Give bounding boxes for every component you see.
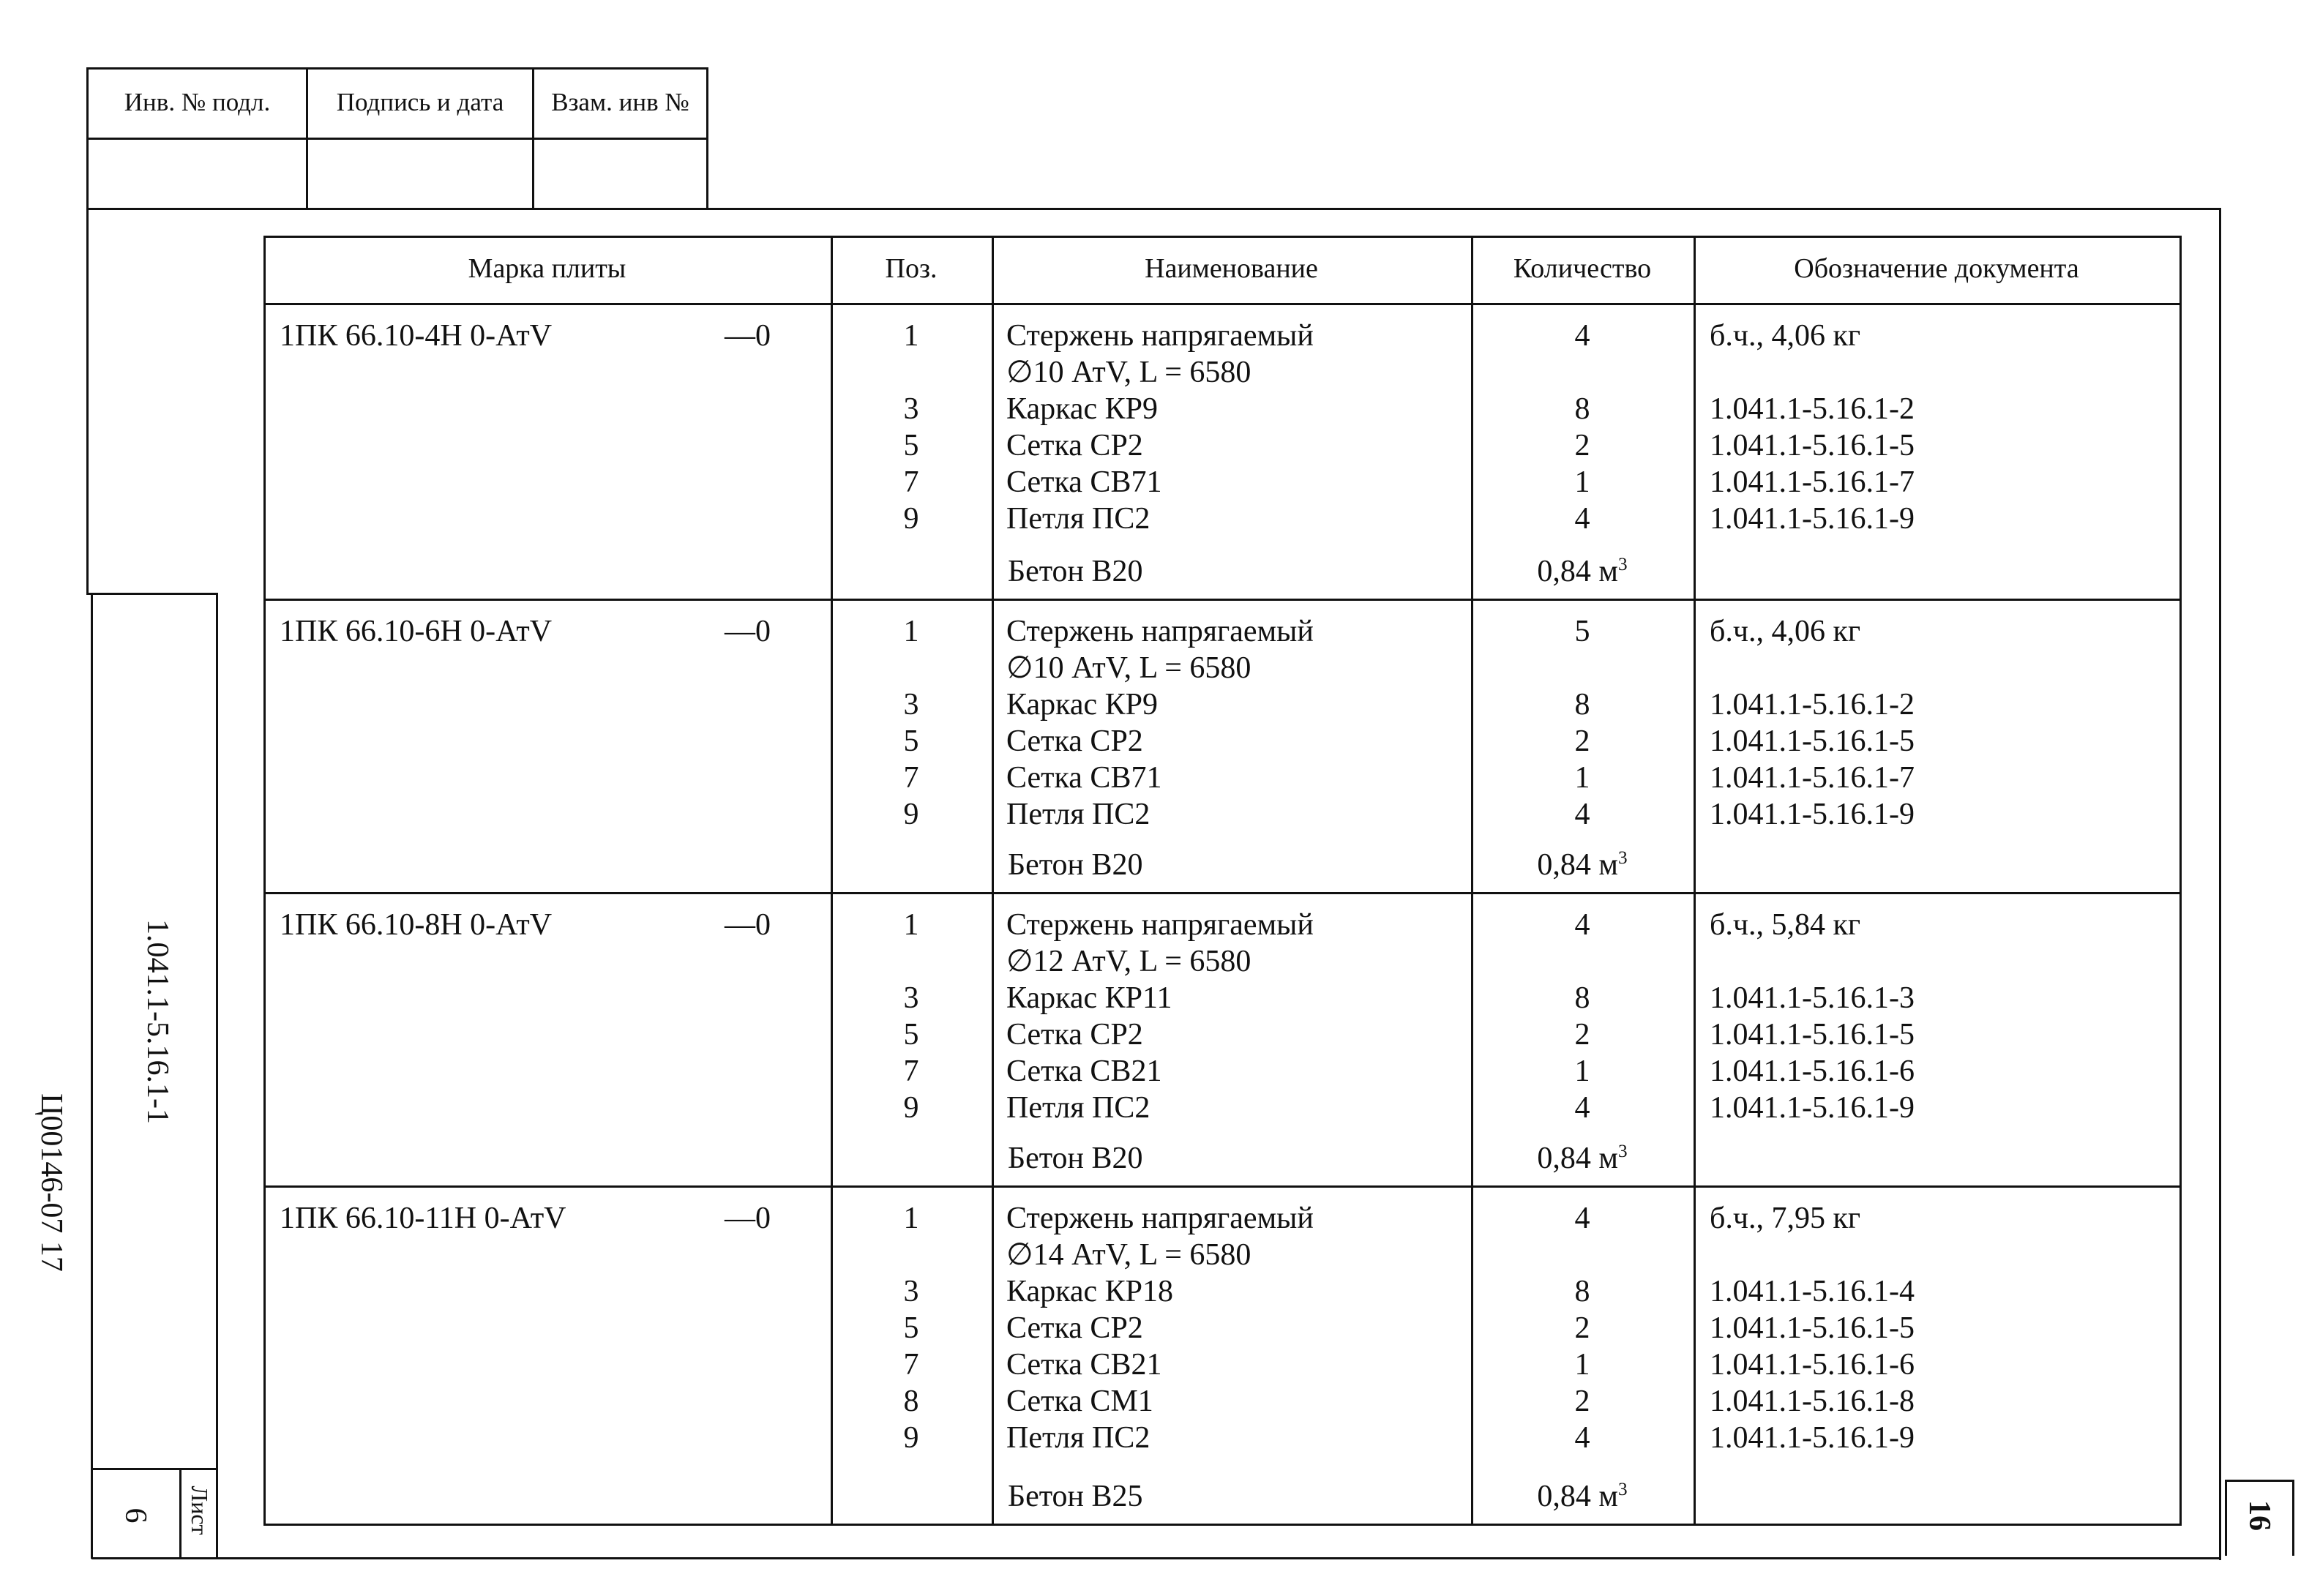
row-qty: 8 — [1574, 688, 1590, 722]
stamp-divider-1 — [306, 67, 308, 208]
frame-bottom — [91, 1557, 2221, 1559]
plate-mark: 1ПК 66.10-11Н 0-АтV — [280, 1202, 566, 1235]
row-doc: 1.041.1-5.16.1-5 — [1710, 429, 1915, 462]
row-name: Петля ПС2 — [1006, 1091, 1150, 1125]
row-name: Сетка СР2 — [1006, 1018, 1143, 1052]
row-pos: 3 — [903, 981, 919, 1015]
row-name: Сетка СВ71 — [1006, 465, 1162, 499]
row-qty: 2 — [1574, 429, 1590, 462]
row-name: Каркас КР9 — [1006, 392, 1159, 426]
row-name: Петля ПС2 — [1006, 798, 1150, 831]
row-name: Каркас КР9 — [1006, 688, 1159, 722]
row-doc: б.ч., 4,06 кг — [1710, 615, 1861, 648]
row-qty: 4 — [1574, 1091, 1590, 1125]
row-pos: 5 — [903, 429, 919, 462]
row-doc: 1.041.1-5.16.1-6 — [1710, 1054, 1915, 1088]
row-qty: 4 — [1574, 319, 1590, 353]
row-qty: 4 — [1574, 1202, 1590, 1235]
row-name: Стержень напрягаемый — [1006, 319, 1314, 353]
group-separator-2 — [263, 892, 2182, 894]
row-qty: 2 — [1574, 724, 1590, 758]
page-box-left — [2225, 1480, 2227, 1556]
row-doc: б.ч., 4,06 кг — [1710, 319, 1861, 353]
row-qty: 1 — [1574, 761, 1590, 795]
row-name: ∅14 АтV, L = 6580 — [1006, 1238, 1251, 1272]
plate-mark: 1ПК 66.10-4Н 0-АтV — [280, 319, 553, 353]
row-pos: 5 — [903, 724, 919, 758]
plate-mark: 1ПК 66.10-6Н 0-АтV — [280, 615, 553, 648]
plate-variant: —0 — [725, 615, 771, 648]
stamp-border-left — [86, 67, 89, 594]
table-col-line-0 — [263, 236, 266, 1526]
table-header-0: Марка плиты — [468, 253, 626, 284]
row-pos: 3 — [903, 1275, 919, 1308]
frame-left-lower — [91, 594, 93, 1559]
row-qty: 8 — [1574, 392, 1590, 426]
concrete-name: Бетон В20 — [1008, 848, 1143, 882]
concrete-name: Бетон В20 — [1008, 1142, 1143, 1175]
row-pos: 9 — [903, 502, 919, 536]
row-doc: б.ч., 7,95 кг — [1710, 1202, 1861, 1235]
row-pos: 3 — [903, 688, 919, 722]
stamp-header-inv: Инв. № подл. — [124, 88, 271, 116]
row-name: Сетка СМ1 — [1006, 1385, 1153, 1418]
row-doc: 1.041.1-5.16.1-9 — [1710, 798, 1915, 831]
row-doc: 1.041.1-5.16.1-2 — [1710, 688, 1915, 722]
page-number: 16 — [2242, 1500, 2276, 1531]
table-header-2: Наименование — [1145, 253, 1318, 284]
sheet-label: Лист — [187, 1486, 213, 1535]
row-qty: 4 — [1574, 1421, 1590, 1455]
row-name: Сетка СВ21 — [1006, 1348, 1162, 1382]
row-doc: 1.041.1-5.16.1-6 — [1710, 1348, 1915, 1382]
row-pos: 5 — [903, 1018, 919, 1052]
row-qty: 8 — [1574, 1275, 1590, 1308]
stamp-header-replace: Взам. инв № — [551, 88, 689, 116]
stamp-border-mid — [86, 138, 708, 140]
page-box-right — [2292, 1480, 2294, 1556]
plate-variant: —0 — [725, 319, 771, 353]
frame-right — [2219, 208, 2221, 1560]
row-qty: 1 — [1574, 1348, 1590, 1382]
table-header-3: Количество — [1513, 253, 1652, 284]
row-pos: 1 — [903, 319, 919, 353]
row-name: Стержень напрягаемый — [1006, 615, 1314, 648]
table-bottom-border — [263, 1524, 2182, 1526]
row-pos: 7 — [903, 1054, 919, 1088]
row-name: Сетка СР2 — [1006, 429, 1143, 462]
row-pos: 8 — [903, 1385, 919, 1418]
row-name: ∅10 АтV, L = 6580 — [1006, 356, 1251, 389]
concrete-qty: 0,84 $м^3$ — [1537, 1480, 1628, 1513]
side-strip-right — [216, 593, 218, 1559]
row-pos: 1 — [903, 908, 919, 942]
row-pos: 1 — [903, 1202, 919, 1235]
row-qty: 5 — [1574, 615, 1590, 648]
row-doc: 1.041.1-5.16.1-8 — [1710, 1385, 1915, 1418]
stamp-border-top — [86, 67, 708, 70]
row-name: ∅10 АтV, L = 6580 — [1006, 651, 1251, 685]
row-qty: 4 — [1574, 908, 1590, 942]
row-name: Каркас КР18 — [1006, 1275, 1174, 1308]
plate-mark: 1ПК 66.10-8Н 0-АтV — [280, 908, 553, 942]
concrete-unit-superscript: 3 — [1617, 848, 1628, 868]
row-qty: 4 — [1574, 502, 1590, 536]
row-doc: 1.041.1-5.16.1-4 — [1710, 1275, 1915, 1308]
stamp-header-sign: Подпись и дата — [336, 88, 504, 116]
row-qty: 1 — [1574, 465, 1590, 499]
row-doc: 1.041.1-5.16.1-5 — [1710, 724, 1915, 758]
row-doc: 1.041.1-5.16.1-9 — [1710, 1091, 1915, 1125]
row-pos: 9 — [903, 798, 919, 831]
row-doc: 1.041.1-5.16.1-5 — [1710, 1311, 1915, 1345]
table-top-border — [263, 236, 2182, 238]
group-separator-1 — [263, 599, 2182, 601]
row-doc: 1.041.1-5.16.1-9 — [1710, 1421, 1915, 1455]
row-name: ∅12 АтV, L = 6580 — [1006, 945, 1251, 978]
row-name: Каркас КР11 — [1006, 981, 1172, 1015]
row-qty: 2 — [1574, 1311, 1590, 1345]
group-separator-3 — [263, 1185, 2182, 1188]
row-doc: 1.041.1-5.16.1-5 — [1710, 1018, 1915, 1052]
row-qty: 2 — [1574, 1018, 1590, 1052]
row-pos: 7 — [903, 465, 919, 499]
stamp-divider-2 — [532, 67, 534, 208]
row-name: Сетка СВ71 — [1006, 761, 1162, 795]
row-pos: 3 — [903, 392, 919, 426]
row-doc: 1.041.1-5.16.1-7 — [1710, 465, 1915, 499]
row-qty: 4 — [1574, 798, 1590, 831]
table-col-line-4 — [1694, 236, 1696, 1526]
side-doc-code: 1.041.1-5.16.1-1 — [141, 919, 174, 1124]
concrete-unit-superscript: 3 — [1617, 1480, 1628, 1499]
row-pos: 9 — [903, 1091, 919, 1125]
concrete-qty: 0,84 $м^3$ — [1537, 1142, 1628, 1175]
table-header-bottom — [263, 303, 2182, 305]
row-pos: 5 — [903, 1311, 919, 1345]
row-name: Сетка СР2 — [1006, 1311, 1143, 1345]
row-doc: 1.041.1-5.16.1-9 — [1710, 502, 1915, 536]
row-name: Петля ПС2 — [1006, 502, 1150, 536]
frame-top — [86, 208, 2221, 210]
row-qty: 2 — [1574, 1385, 1590, 1418]
sheet-number: 6 — [119, 1507, 152, 1524]
side-strip-top — [86, 593, 218, 595]
concrete-name: Бетон В25 — [1008, 1480, 1143, 1513]
stamp-border-right — [706, 67, 708, 208]
page-box-top — [2225, 1480, 2294, 1482]
row-qty: 1 — [1574, 1054, 1590, 1088]
row-pos: 9 — [903, 1421, 919, 1455]
plate-variant: —0 — [725, 1202, 771, 1235]
row-name: Стержень напрягаемый — [1006, 908, 1314, 942]
table-header-1: Поз. — [885, 253, 938, 284]
concrete-qty: 0,84 $м^3$ — [1537, 848, 1628, 882]
row-doc: 1.041.1-5.16.1-7 — [1710, 761, 1915, 795]
concrete-unit-superscript: 3 — [1617, 555, 1628, 574]
row-pos: 7 — [903, 1348, 919, 1382]
sheet-box-divider — [179, 1468, 182, 1559]
row-doc: 1.041.1-5.16.1-2 — [1710, 392, 1915, 426]
table-header-4: Обозначение документа — [1794, 253, 2079, 284]
row-qty: 8 — [1574, 981, 1590, 1015]
table-col-line-2 — [992, 236, 994, 1526]
concrete-unit-superscript: 3 — [1617, 1142, 1628, 1161]
concrete-name: Бетон В20 — [1008, 555, 1143, 588]
concrete-qty: 0,84 $м^3$ — [1537, 555, 1628, 588]
row-pos: 1 — [903, 615, 919, 648]
plate-variant: —0 — [725, 908, 771, 942]
row-pos: 7 — [903, 761, 919, 795]
row-doc: 1.041.1-5.16.1-3 — [1710, 981, 1915, 1015]
row-name: Сетка СВ21 — [1006, 1054, 1162, 1088]
row-name: Стержень напрягаемый — [1006, 1202, 1314, 1235]
row-name: Петля ПС2 — [1006, 1421, 1150, 1455]
row-name: Сетка СР2 — [1006, 724, 1143, 758]
row-doc: б.ч., 5,84 кг — [1710, 908, 1861, 942]
table-col-line-5 — [2179, 236, 2182, 1526]
side-archive-code: Ц00146-07 17 — [34, 1093, 68, 1272]
